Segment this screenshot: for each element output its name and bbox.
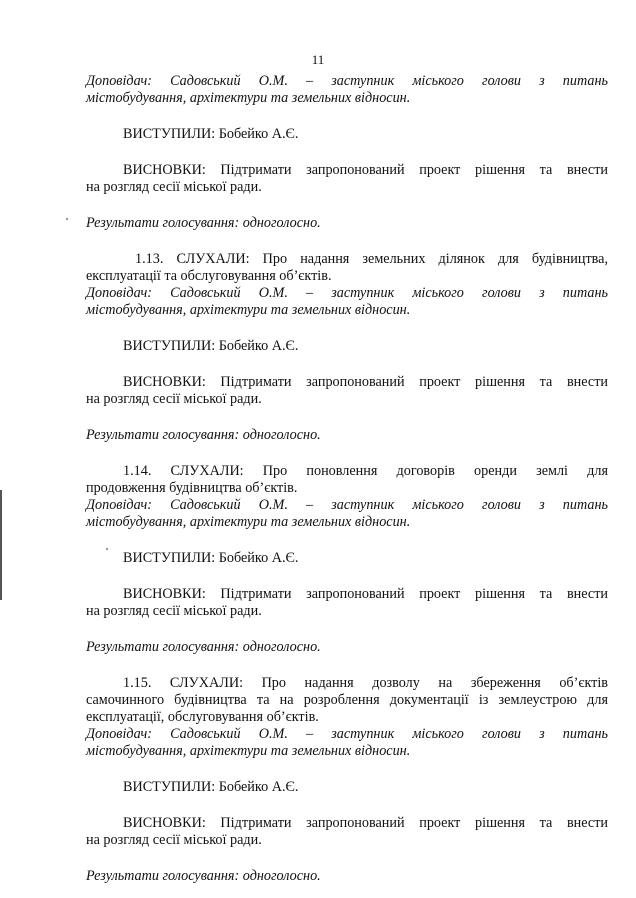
- reporter-line: Доповідач: Садовський О.М. – заступник міського голови з питань: [86, 73, 608, 89]
- conclusion-line: ВИСНОВКИ: Підтримати запропонований проект рішення та внести: [123, 815, 608, 831]
- minutes-body: [86, 73, 608, 885]
- heard-line: продовження будівництва об’єктів.: [86, 480, 298, 496]
- reporter-line: містобудування, архітектури та земельних відносин.: [86, 514, 411, 530]
- conclusion-line: ВИСНОВКИ: Підтримати запропонований проект рішення та внести: [123, 586, 608, 602]
- scan-speck: [66, 218, 68, 220]
- agenda-item-1-15: [86, 675, 608, 885]
- reporter-line: Доповідач: Садовський О.М. – заступник міського голови з питань: [86, 285, 608, 301]
- reporter-line: містобудування, архітектури та земельних відносин.: [86, 90, 411, 106]
- heard-line: експлуатації, обслуговування об’єктів.: [86, 709, 319, 725]
- speakers-line: ВИСТУПИЛИ: Бобейко А.Є.: [123, 550, 299, 566]
- conclusion-line: на розгляд сесії міської ради.: [86, 179, 262, 195]
- reporter-line: Доповідач: Садовський О.М. – заступник міського голови з питань: [86, 497, 608, 513]
- heard-line: 1.13. СЛУХАЛИ: Про надання земельних ділянок для будівництва,: [135, 251, 608, 267]
- heard-line: експлуатації та обслуговування об’єктів.: [86, 268, 332, 284]
- speakers-line: ВИСТУПИЛИ: Бобейко А.Є.: [123, 779, 299, 795]
- page-number: 11: [311, 52, 325, 67]
- conclusion-line: на розгляд сесії міської ради.: [86, 391, 262, 407]
- agenda-item-continued: [86, 73, 608, 232]
- speakers-line: ВИСТУПИЛИ: Бобейко А.Є.: [123, 126, 299, 142]
- speakers-line: ВИСТУПИЛИ: Бобейко А.Є.: [123, 338, 299, 354]
- conclusion-line: на розгляд сесії міської ради.: [86, 603, 262, 619]
- heard-line: самочинного будівництва та на розроблення документації із землеустрою для: [86, 692, 608, 708]
- reporter-line: Доповідач: Садовський О.М. – заступник міського голови з питань: [86, 726, 608, 742]
- vote-result: Результати голосування: одноголосно.: [86, 427, 321, 443]
- heard-line: 1.15. СЛУХАЛИ: Про надання дозволу на збереження об’єктів: [123, 675, 608, 691]
- conclusion-line: на розгляд сесії міської ради.: [86, 832, 262, 848]
- agenda-item-1-14: [86, 463, 608, 656]
- reporter-line: містобудування, архітектури та земельних відносин.: [86, 743, 411, 759]
- vote-result: Результати голосування: одноголосно.: [86, 215, 321, 231]
- vote-result: Результати голосування: одноголосно.: [86, 868, 321, 884]
- agenda-item-1-13: [86, 251, 608, 444]
- vote-result: Результати голосування: одноголосно.: [86, 639, 321, 655]
- heard-line: 1.14. СЛУХАЛИ: Про поновлення договорів оренди землі для: [123, 463, 608, 479]
- scan-edge-mark: [0, 490, 2, 600]
- conclusion-line: ВИСНОВКИ: Підтримати запропонований проект рішення та внести: [123, 374, 608, 390]
- conclusion-line: ВИСНОВКИ: Підтримати запропонований проект рішення та внести: [123, 162, 608, 178]
- reporter-line: містобудування, архітектури та земельних відносин.: [86, 302, 411, 318]
